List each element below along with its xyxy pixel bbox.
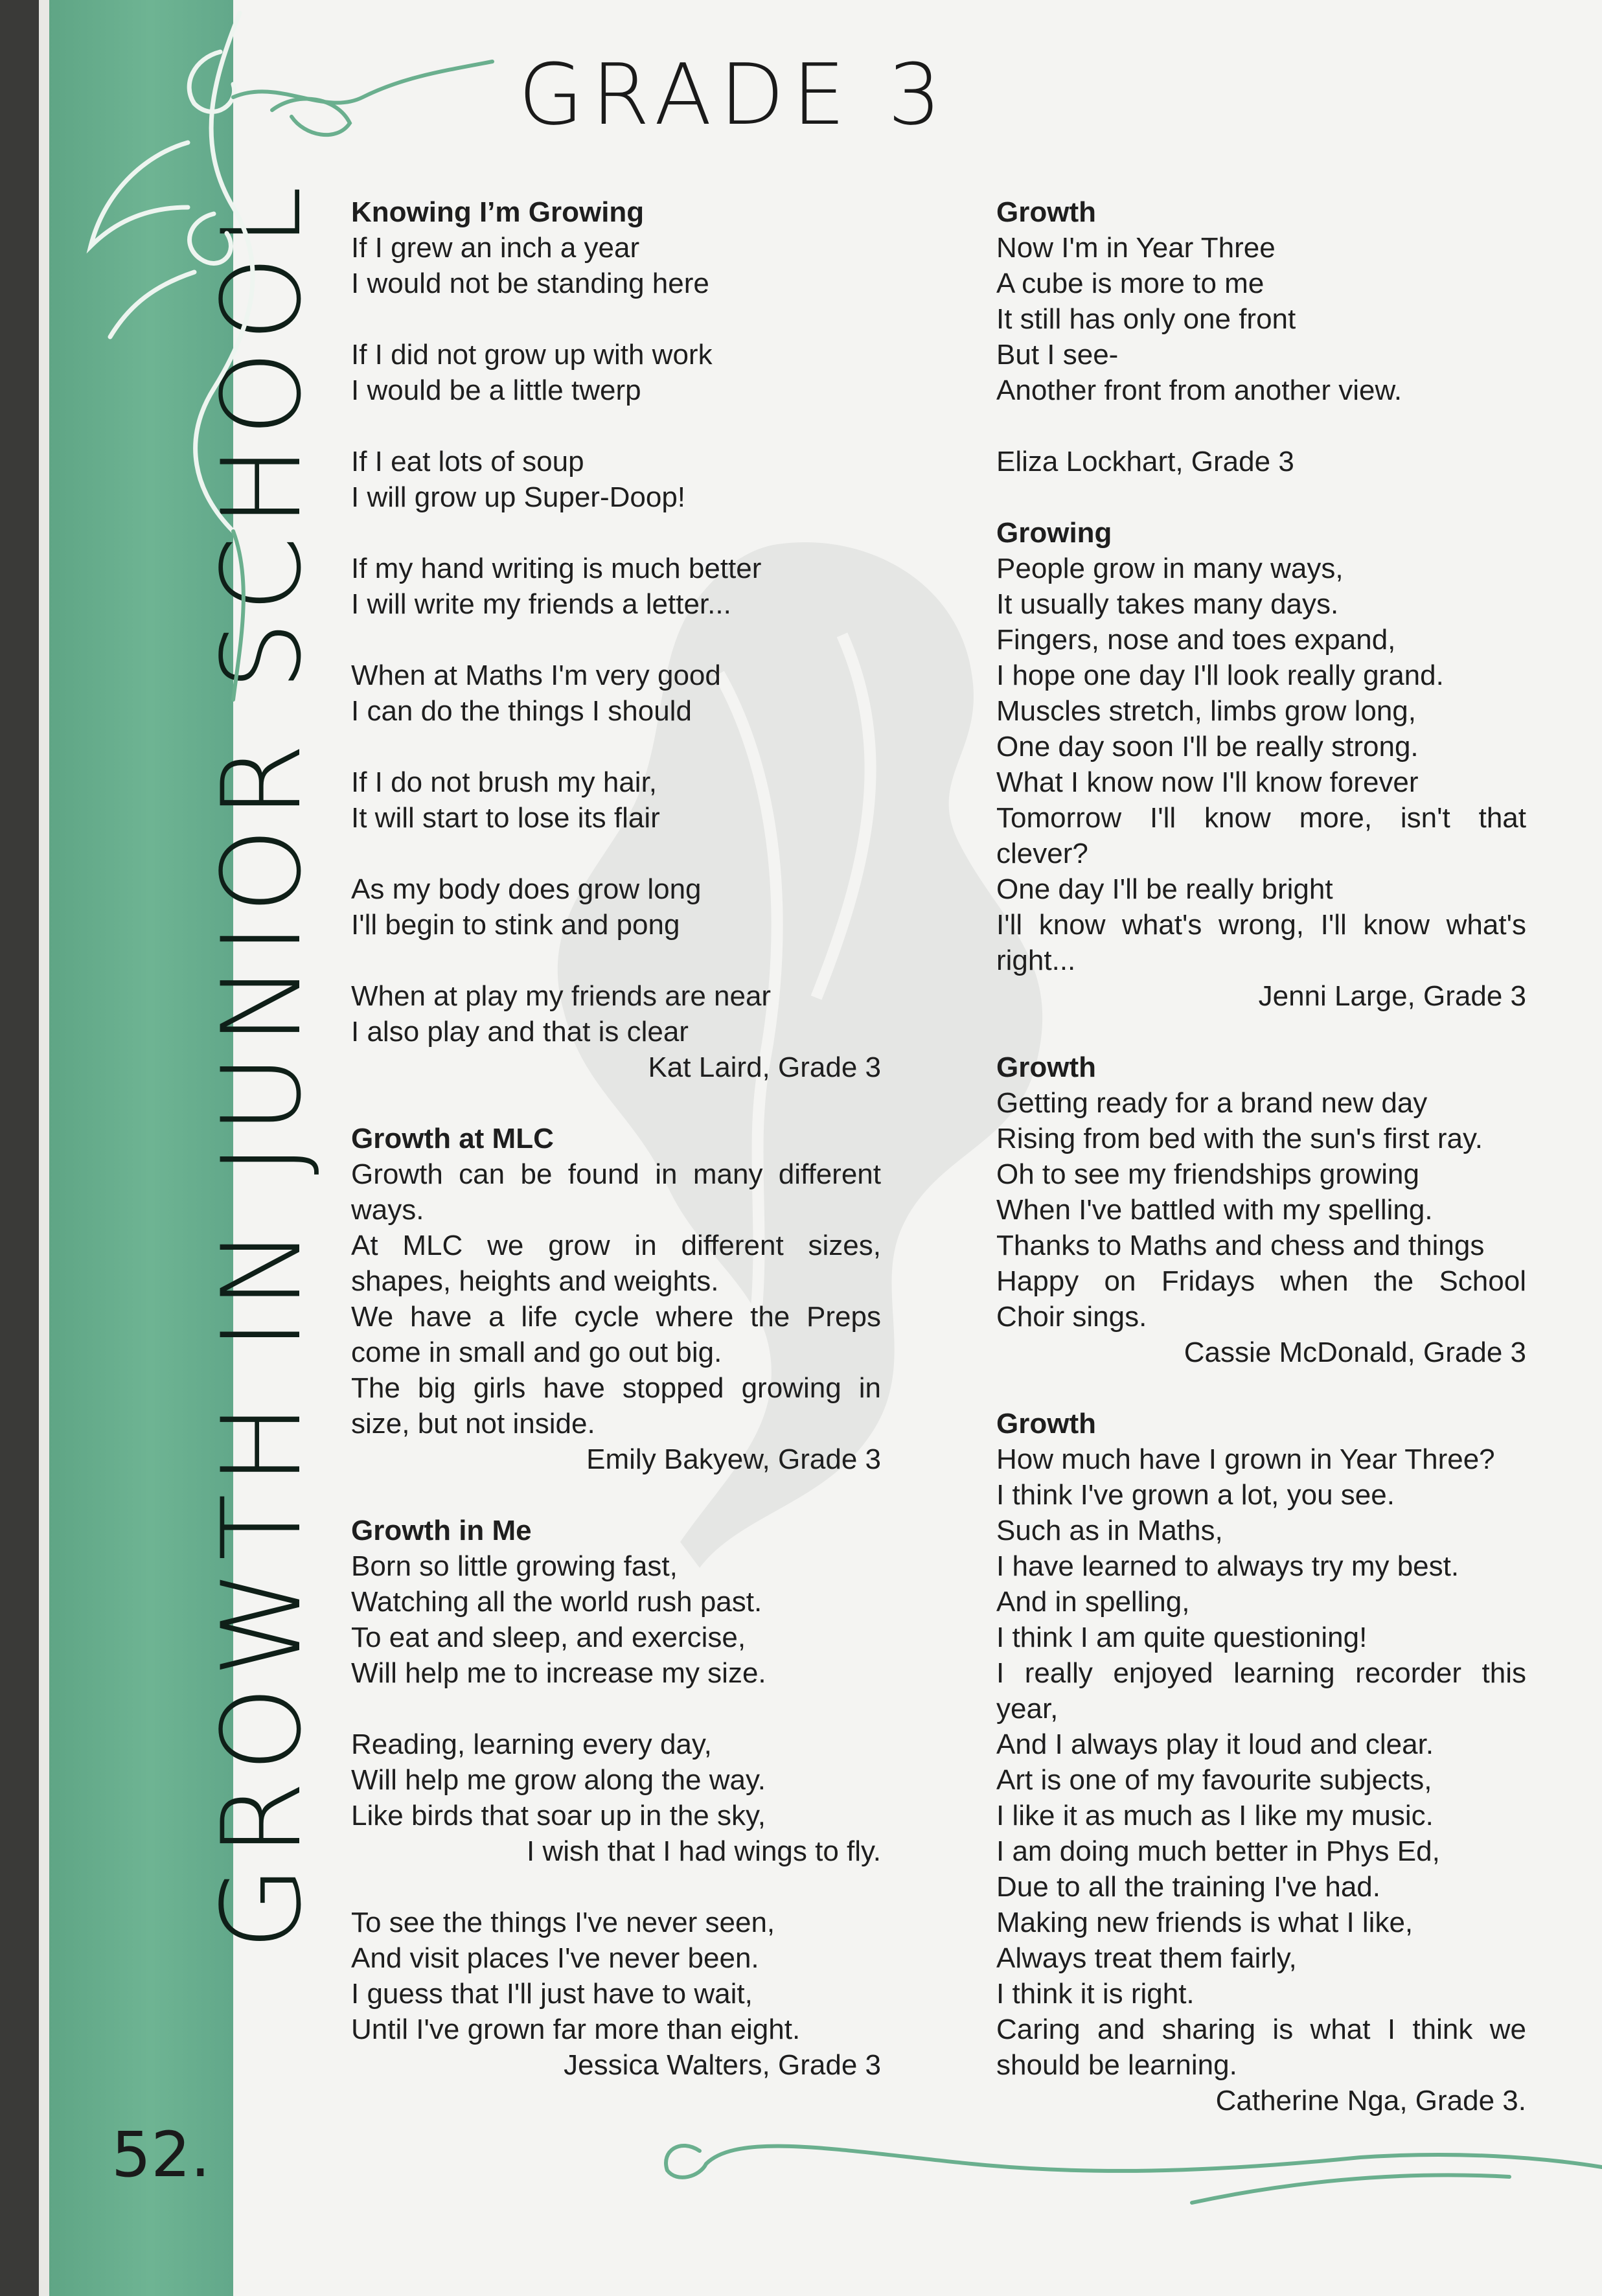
stanza (351, 658, 881, 729)
poem-line: I am doing much better in Phys Ed, (996, 1835, 1440, 1867)
poem-line: I also play and that is clear (351, 1016, 689, 1048)
poem-line: I'll know what's wrong, I'll know what's (996, 909, 1526, 941)
vertical-section-title: GROWTH IN JUNIOR SCHOOL (198, 177, 325, 1950)
poem-growth-year-three (996, 1406, 1526, 2118)
poem-line: Will help me to increase my size. (351, 1657, 766, 1689)
poem-line: I'll begin to stink and pong (351, 909, 680, 941)
poem-line: Such as in Maths, (996, 1515, 1223, 1546)
poem-line: ways. (351, 1194, 424, 1226)
poem-line: I think I am quite questioning! (996, 1622, 1367, 1653)
poem-line: come in small and go out big. (351, 1337, 722, 1368)
poem-line: If I do not brush my hair, (351, 766, 658, 798)
poem-line: How much have I grown in Year Three? (996, 1443, 1495, 1475)
poem-line: I hope one day I'll look really grand. (996, 660, 1444, 691)
poem-line: size, but not inside. (351, 1408, 595, 1440)
poem-line: At MLC we grow in different sizes, (351, 1230, 881, 1261)
stanza (351, 444, 881, 515)
poem-growth-at-mlc (351, 1121, 881, 1477)
poem-author: Jessica Walters, Grade 3 (564, 2049, 881, 2081)
stanza (351, 1548, 881, 1691)
poem-line: year, (996, 1693, 1058, 1725)
poem-line: should be learning. (996, 2049, 1237, 2081)
poem-line: A cube is more to me (996, 268, 1264, 299)
poem-line: To see the things I've never seen, (351, 1907, 775, 1938)
poem-line: If I eat lots of soup (351, 446, 584, 477)
poem-line: Art is one of my favourite subjects, (996, 1764, 1432, 1796)
poem-title: Growth at MLC (351, 1123, 554, 1154)
poem-line: Another front from another view. (996, 374, 1402, 406)
poem-line: Thanks to Maths and chess and things (996, 1230, 1485, 1261)
left-column (351, 194, 881, 2118)
poem-line: Due to all the training I've had. (996, 1871, 1380, 1903)
poem-line: It will start to lose its flair (351, 802, 660, 834)
poem-line: And in spelling, (996, 1586, 1190, 1618)
poem-line: If my hand writing is much better (351, 553, 762, 584)
right-column (996, 194, 1526, 2154)
poem-title: Growth (996, 196, 1096, 228)
stanza (351, 764, 881, 836)
poem-line: Born so little growing fast, (351, 1550, 678, 1582)
poem-line: Growth can be found in many different (351, 1158, 881, 1190)
poem-line: clever? (996, 838, 1088, 869)
stanza (351, 1727, 881, 1869)
poem-growing (996, 515, 1526, 1014)
poem-title: Growing (996, 517, 1112, 549)
poem-line: Getting ready for a brand new day (996, 1087, 1428, 1119)
poem-author: Emily Bakyew, Grade 3 (586, 1443, 881, 1475)
poem-line: Watching all the world rush past. (351, 1586, 762, 1618)
poem-line: Reading, learning every day, (351, 1728, 712, 1760)
poem-line: Always treat them fairly, (996, 1942, 1297, 1974)
grade-heading: GRADE 3 (518, 45, 950, 144)
poem-line: And visit places I've never been. (351, 1942, 759, 1974)
poem-line: It usually takes many days. (996, 588, 1339, 620)
poem-line: I guess that I'll just have to wait, (351, 1978, 753, 2010)
poem-line: One day soon I'll be really strong. (996, 731, 1419, 763)
poem-line: It still has only one front (996, 303, 1296, 335)
poem-line: Like birds that soar up in the sky, (351, 1800, 766, 1831)
poem-line: Caring and sharing is what I think we (996, 2014, 1526, 2045)
poem-title: Knowing I’m Growing (351, 196, 645, 228)
poem-line: I have learned to always try my best. (996, 1550, 1459, 1582)
poem-author: Catherine Nga, Grade 3. (1215, 2085, 1526, 2117)
poem-author: Jenni Large, Grade 3 (1258, 980, 1526, 1012)
poem-line: To eat and sleep, and exercise, (351, 1622, 746, 1653)
poem-line: Until I've grown far more than eight. (351, 2014, 801, 2045)
stanza (351, 337, 881, 408)
poem-knowing-im-growing (351, 194, 881, 1085)
stanza (351, 230, 881, 301)
poem-line: But I see- (996, 339, 1119, 371)
poem-line: If I did not grow up with work (351, 339, 713, 371)
page-number: 52. (111, 2118, 211, 2191)
poem-line: I would be a little twerp (351, 374, 641, 406)
poem-line: I think it is right. (996, 1978, 1195, 2010)
poem-line: I would not be standing here (351, 268, 709, 299)
poem-line: Making new friends is what I like, (996, 1907, 1413, 1938)
poem-author: Kat Laird, Grade 3 (648, 1051, 881, 1083)
stanza (351, 551, 881, 622)
poem-line: Choir sings. (996, 1301, 1147, 1333)
poem-growth-cube (996, 194, 1526, 479)
poem-line: The big girls have stopped growing in (351, 1372, 881, 1404)
poem-author: Cassie McDonald, Grade 3 (1184, 1337, 1526, 1368)
poem-line: Oh to see my friendships growing (996, 1158, 1419, 1190)
poem-line: I can do the things I should (351, 695, 692, 727)
poem-line: I will grow up Super-Doop! (351, 481, 686, 513)
poem-line: I will write my friends a letter... (351, 588, 731, 620)
poem-line: When I've battled with my spelling. (996, 1194, 1433, 1226)
poem-growth-day (996, 1050, 1526, 1370)
poem-line: Muscles stretch, limbs grow long, (996, 695, 1416, 727)
poem-growth-in-me (351, 1513, 881, 2083)
stanza (351, 1905, 881, 2083)
poem-line: I think I've grown a lot, you see. (996, 1479, 1395, 1511)
poem-line: We have a life cycle where the Preps (351, 1301, 881, 1333)
poem-author: Eliza Lockhart, Grade 3 (996, 446, 1294, 477)
poem-line: When at Maths I'm very good (351, 660, 721, 691)
poem-line: Now I'm in Year Three (996, 232, 1276, 264)
stanza (351, 978, 881, 1085)
poem-line: As my body does grow long (351, 873, 702, 905)
poem-line: When at play my friends are near (351, 980, 772, 1012)
poem-line: One day I'll be really bright (996, 873, 1333, 905)
poem-line: Will help me grow along the way. (351, 1764, 766, 1796)
poem-line: Tomorrow I'll know more, isn't that (996, 802, 1526, 834)
poem-title: Growth in Me (351, 1515, 532, 1546)
poem-line-right: I wish that I had wings to fly. (527, 1835, 881, 1867)
poem-line: If I grew an inch a year (351, 232, 640, 264)
poem-line: Happy on Fridays when the School (996, 1265, 1526, 1297)
poem-line: right... (996, 945, 1076, 976)
poem-line: shapes, heights and weights. (351, 1265, 719, 1297)
poem-line: And I always play it loud and clear. (996, 1728, 1434, 1760)
poem-line: What I know now I'll know forever (996, 766, 1419, 798)
poem-line: Fingers, nose and toes expand, (996, 624, 1396, 656)
poem-title: Growth (996, 1408, 1096, 1440)
stanza (351, 871, 881, 943)
poem-line: I like it as much as I like my music. (996, 1800, 1434, 1831)
poem-line: Rising from bed with the sun's first ray. (996, 1123, 1483, 1154)
poem-title: Growth (996, 1051, 1096, 1083)
poem-line: I really enjoyed learning recorder this (996, 1657, 1526, 1689)
poem-line: People grow in many ways, (996, 553, 1344, 584)
